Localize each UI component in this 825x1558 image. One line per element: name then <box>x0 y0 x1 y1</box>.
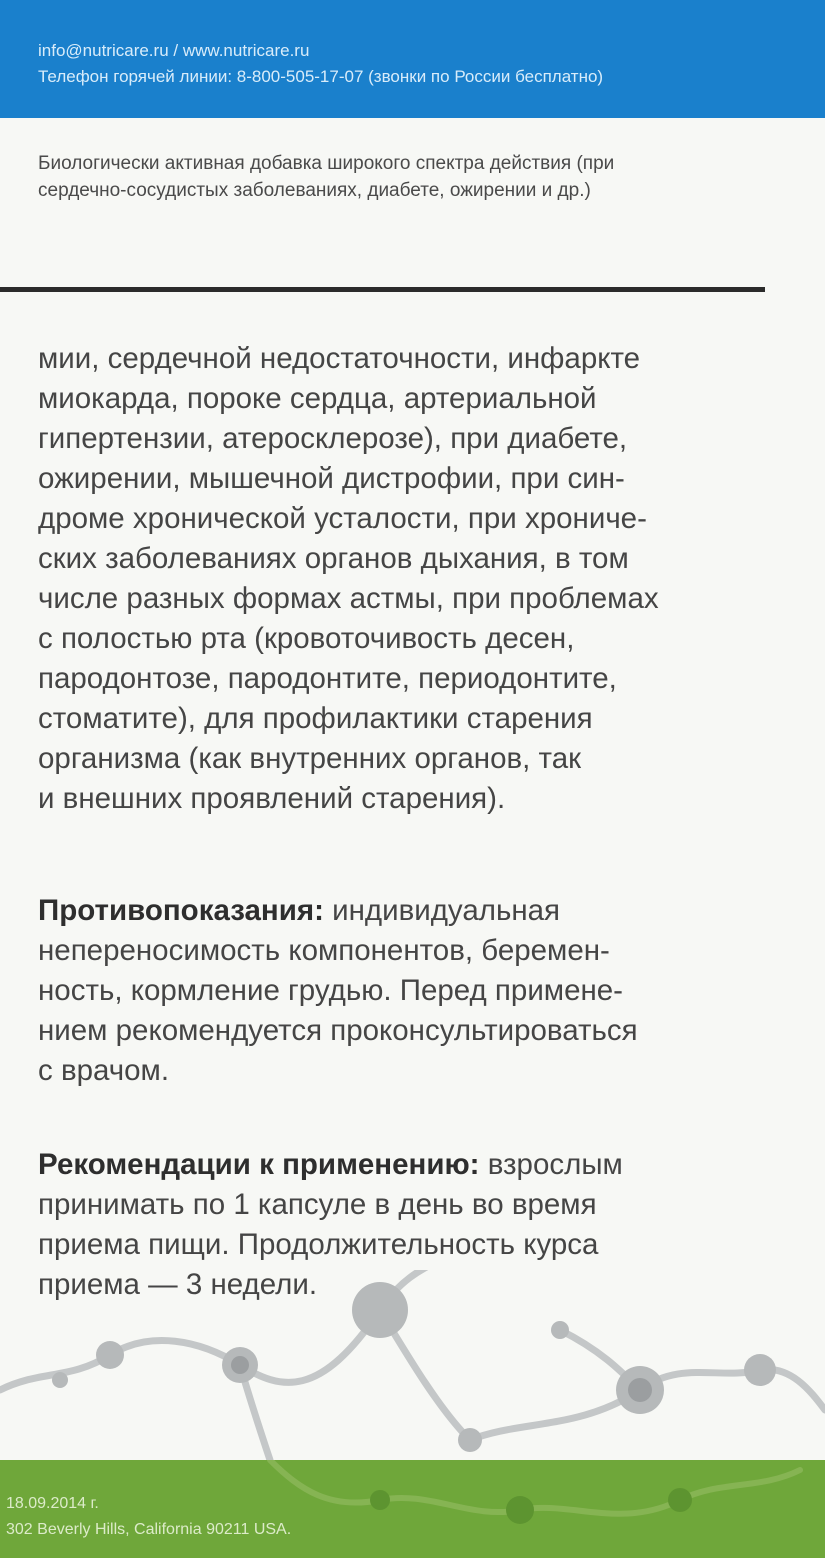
text-line: непереносимость компонентов, беремен- <box>38 934 610 967</box>
product-subtitle <box>38 150 778 204</box>
text-line: дроме хронической усталости, при хрониче- <box>38 502 647 535</box>
text-line: миокарда, пороке сердца, артериальной <box>38 382 597 415</box>
divider-rule <box>0 287 765 292</box>
text-line: стоматите), для профилактики старения <box>38 702 593 735</box>
subtitle-line: Биологически активная добавка широкого спектра действия (при <box>38 153 615 174</box>
text-line: нием рекомендуется проконсультироваться <box>38 1014 638 1047</box>
text-line: с полостью рта (кровоточивость десен, <box>38 622 575 655</box>
text-line: с врачом. <box>38 1054 170 1087</box>
text-line <box>38 1145 798 1185</box>
text-line: приема пищи. Продолжительность курса <box>38 1228 599 1261</box>
contraindications-paragraph <box>38 891 798 1091</box>
text-fragment: взрослым <box>479 1148 623 1181</box>
molecule-decoration <box>0 1270 825 1460</box>
text-line: ность, кормление грудью. Перед примене- <box>38 974 624 1007</box>
hotline-line: Телефон горячей линии: 8-800-505-17-07 (звонки по России бесплатно) <box>38 67 604 86</box>
text-line <box>38 891 798 931</box>
text-line: мии, сердечной недостаточности, инфаркте <box>38 342 641 375</box>
indications-paragraph <box>38 339 798 819</box>
dosage-heading: Рекомендации к применению: <box>38 1148 480 1181</box>
text-line: ских заболеваниях органов дыхания, в том <box>38 542 629 575</box>
footer-band <box>0 1460 825 1558</box>
text-line: ожирении, мышечной дистрофии, при син- <box>38 462 625 495</box>
subtitle-line: сердечно-сосудистых заболеваниях, диабете, ожирении и др.) <box>38 180 591 201</box>
footer-address: 302 Beverly Hills, California 90211 USA. <box>6 1521 292 1538</box>
text-line: принимать по 1 капсуле в день во время <box>38 1188 597 1221</box>
contraindications-heading: Противопоказания: <box>38 894 324 927</box>
header-band <box>0 0 825 118</box>
text-line: приема — 3 недели. <box>38 1268 318 1301</box>
text-fragment: индивидуальная <box>323 894 561 927</box>
contact-line: info@nutricare.ru / www.nutricare.ru <box>38 41 310 60</box>
text-line: числе разных формах астмы, при проблемах <box>38 582 659 615</box>
molecule-decoration <box>0 1460 825 1558</box>
text-line: организма (как внутренних органов, так <box>38 742 582 775</box>
footer-date: 18.09.2014 г. <box>6 1495 99 1512</box>
text-line: и внешних проявлений старения). <box>38 782 506 815</box>
text-line: пародонтозе, пародонтите, периодонтите, <box>38 662 617 695</box>
text-line: гипертензии, атеросклерозе), при диабете, <box>38 422 628 455</box>
